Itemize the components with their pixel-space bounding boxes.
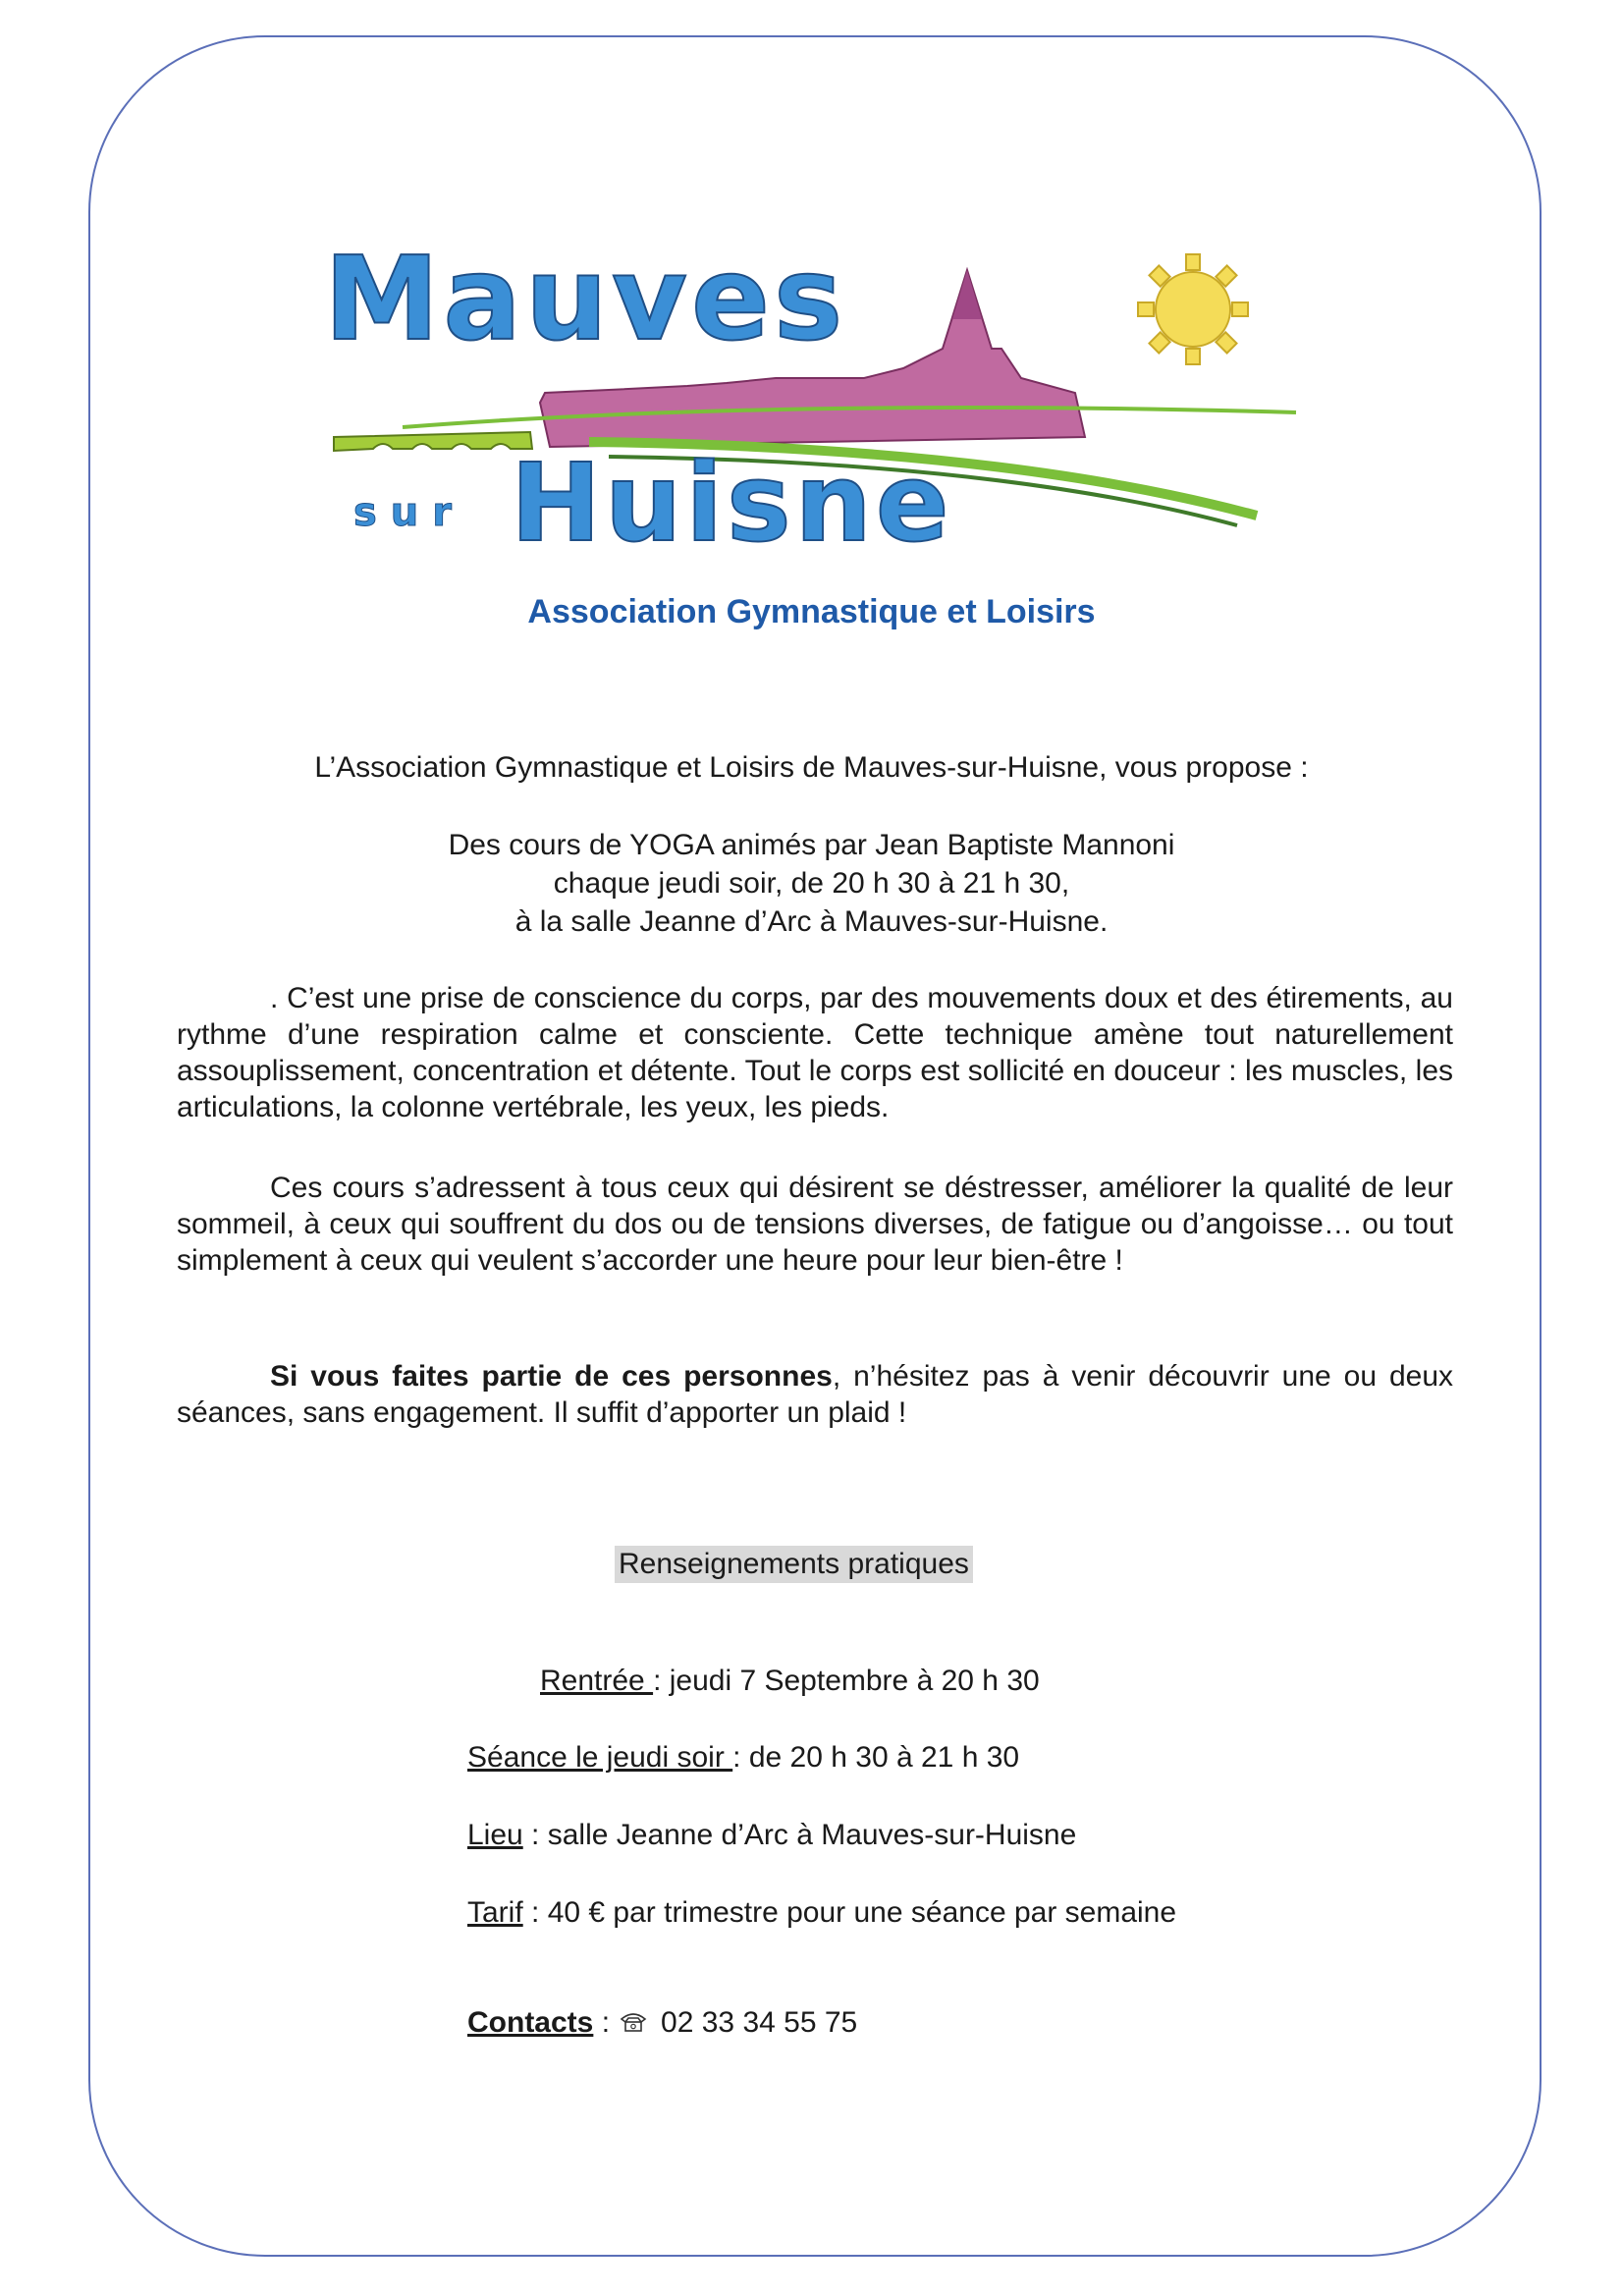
paragraph-audience [177,1170,1453,1279]
info-seance-value: : de 20 h 30 à 21 h 30 [732,1741,1020,1774]
course-line-2: chaque jeudi soir, de 20 h 30 à 21 h 30, [553,867,1070,900]
sun-icon [1138,254,1248,364]
logo-word-huisne: Huisne [511,440,953,545]
info-tarif-label: Tarif [467,1896,523,1929]
info-tarif-value: : 40 € par trimestre pour une séance par semaine [522,1896,1177,1929]
association-title: Association Gymnastique et Loisirs [527,593,1096,630]
invitation-bold: Si vous faites partie de ces personnes [270,1360,833,1393]
info-rentree [540,1665,1040,1698]
info-rentree-value: : jeudi 7 Septembre à 20 h 30 [653,1665,1040,1697]
contacts-phone: 02 33 34 55 75 [661,2006,858,2039]
course-line-3: à la salle Jeanne d’Arc à Mauves-sur-Huisne. [514,905,1109,938]
intro-line: L’Association Gymnastique et Loisirs de Mauves-sur-Huisne, vous propose : [314,751,1309,784]
logo-word-mauves: Mauves [324,231,847,366]
paragraph-audience-text: Ces cours s’adressent à tous ceux qui désirent se déstresser, améliorer la qualité de leur sommeil, à ceux qui souffrent du dos ou de tensions diverses, de fatigue ou d’angoisse… ou tout simplement à ceux qui veulent s’accorder une heure pour leur bien-être ! [177,1172,1453,1277]
paragraph-description-text: . C’est une prise de conscience du corps, par des mouvements doux et des étirements, au rythme d’une respiration calme et consciente. Cette technique amène tout naturellement assouplissement, concentration et détente. Tout le corps est sollicité en douceur : les muscles, les articulations, la colonne vertébrale, les yeux, les pieds. [177,982,1453,1123]
info-lieu-value: : salle Jeanne d’Arc à Mauves-sur-Huisne [522,1819,1077,1851]
contacts-line [467,2006,857,2040]
pratiques-heading: Renseignements pratiques [615,1546,973,1583]
paragraph-invitation [177,1358,1453,1431]
info-seance-label: Séance le jeudi soir [467,1741,733,1774]
logo-word-sur: sur [353,490,466,535]
info-seance [467,1741,1019,1775]
info-rentree-label: Rentrée [540,1665,654,1697]
contacts-separator: : [593,2006,611,2039]
info-lieu [467,1819,1076,1852]
town-logo [314,231,1316,545]
course-line-1: Des cours de YOGA animés par Jean Baptiste Mannoni [448,829,1175,861]
info-tarif [467,1896,1176,1930]
paragraph-description [177,980,1453,1125]
invitation-rest: , n’hésitez pas à venir découvrir une ou deux séances, sans engagement. Il suffit d’apporter un plaid ! [177,1360,1453,1429]
contacts-label: Contacts [467,2006,594,2039]
bridge-icon [334,432,532,451]
info-lieu-label: Lieu [467,1819,523,1851]
telephone-icon [620,2007,647,2029]
